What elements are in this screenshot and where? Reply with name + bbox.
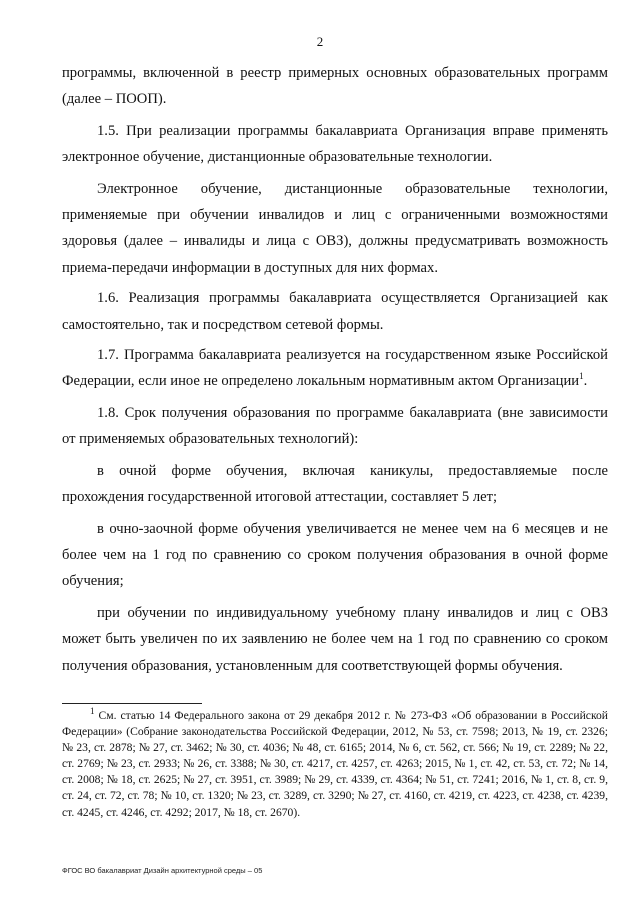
paragraph-1-5: 1.5. При реализации программы бакалавриата Организация вправе применять электронное обучение, дистанционные образовательные технологии. <box>62 122 608 166</box>
footnote-divider <box>62 703 202 704</box>
paragraph-poop: программы, включенной в реестр примерных основных образовательных программ (далее – ПООП). <box>62 65 608 108</box>
page-footer: ФГОС ВО бакалавриат Дизайн архитектурной среды – 05 <box>62 866 263 875</box>
paragraph-part-time: в очно-заочной форме обучения увеличивается не менее чем на 6 месяцев и не более чем на 1 год по сравнению со сроком получения образования в очной форме обучения; <box>62 520 608 590</box>
paragraph-1-6: 1.6. Реализация программы бакалавриата осуществляется Организацией как самостоятельно, так и посредством сетевой формы. <box>62 290 608 333</box>
document-body <box>62 60 608 679</box>
footnote <box>62 708 608 821</box>
paragraph-full-time: в очной форме обучения, включая каникулы, предоставляемые после прохождения государственной итоговой аттестации, составляет 5 лет; <box>62 462 608 506</box>
paragraph-1-8: 1.8. Срок получения образования по программе бакалавриата (вне зависимости от применяемых образовательных технологий): <box>62 404 608 448</box>
paragraph-e-learning: Электронное обучение, дистанционные образовательные технологии, применяемые при обучении инвалидов и лиц с ограниченными возможностями здоровья (далее – инвалиды и лица с ОВЗ), должны предусматривать возможность приема-передачи информации в доступных для них формах. <box>62 180 608 276</box>
paragraph-1-7-end: . <box>583 373 588 390</box>
footnote-marker: 1 <box>90 706 95 717</box>
paragraph-individual-plan: при обучении по индивидуальному учебному плану инвалидов и лиц с ОВЗ может быть увеличен по их заявлению не более чем на 1 год по сравнению со сроком получения образования, установленным для соответствующей формы обучения. <box>62 604 608 674</box>
footnote-text: См. статью 14 Федерального закона от 29 декабря 2012 г. № 273-ФЗ «Об образовании в Российской Федерации» (Собрание законодательства Российской Федерации, 2012, № 53, ст. 7598; 2013, № 19, ст. 2326; № 23, ст. 2878; № 27, ст. 3462; № 30, ст. 4036; № 48, ст. 6165; 2014, № 6, ст. 562, ст. 566; № 19, ст. 2289; № 22, ст. 2769; № 23, ст. 2933; № 26, ст. 3388; № 30, ст. 4217, ст. 4257, ст. 4263; 2015, № 1, ст. 42, ст. 53, ст. 72; № 14, ст. 2008; № 18, ст. 2625; № 27, ст. 3951, ст. 3989; № 29, ст. 4339, ст. 4364; № 51, ст. 7241; 2016, № 1, ст. 8, ст. 9, ст. 24, ст. 72, ст. 78; № 10, ст. 1320; № 23, ст. 3289, ст. 3290; № 27, ст. 4160, ст. 4219, ст. 4223, ст. 4238, ст. 4239, ст. 4245, ст. 4246, ст. 4292; 2017, № 18, ст. 2670). <box>62 709 608 819</box>
footnote-paragraph <box>62 708 608 821</box>
page-number: 2 <box>316 34 324 49</box>
paragraph-1-7-text: 1.7. Программа бакалавриата реализуется на государственном языке Российской Федерации, если иное не определено локальным нормативным актом Организации <box>62 347 608 390</box>
footnote-ref: 1 <box>579 371 584 382</box>
paragraph-1-7 <box>62 342 608 395</box>
